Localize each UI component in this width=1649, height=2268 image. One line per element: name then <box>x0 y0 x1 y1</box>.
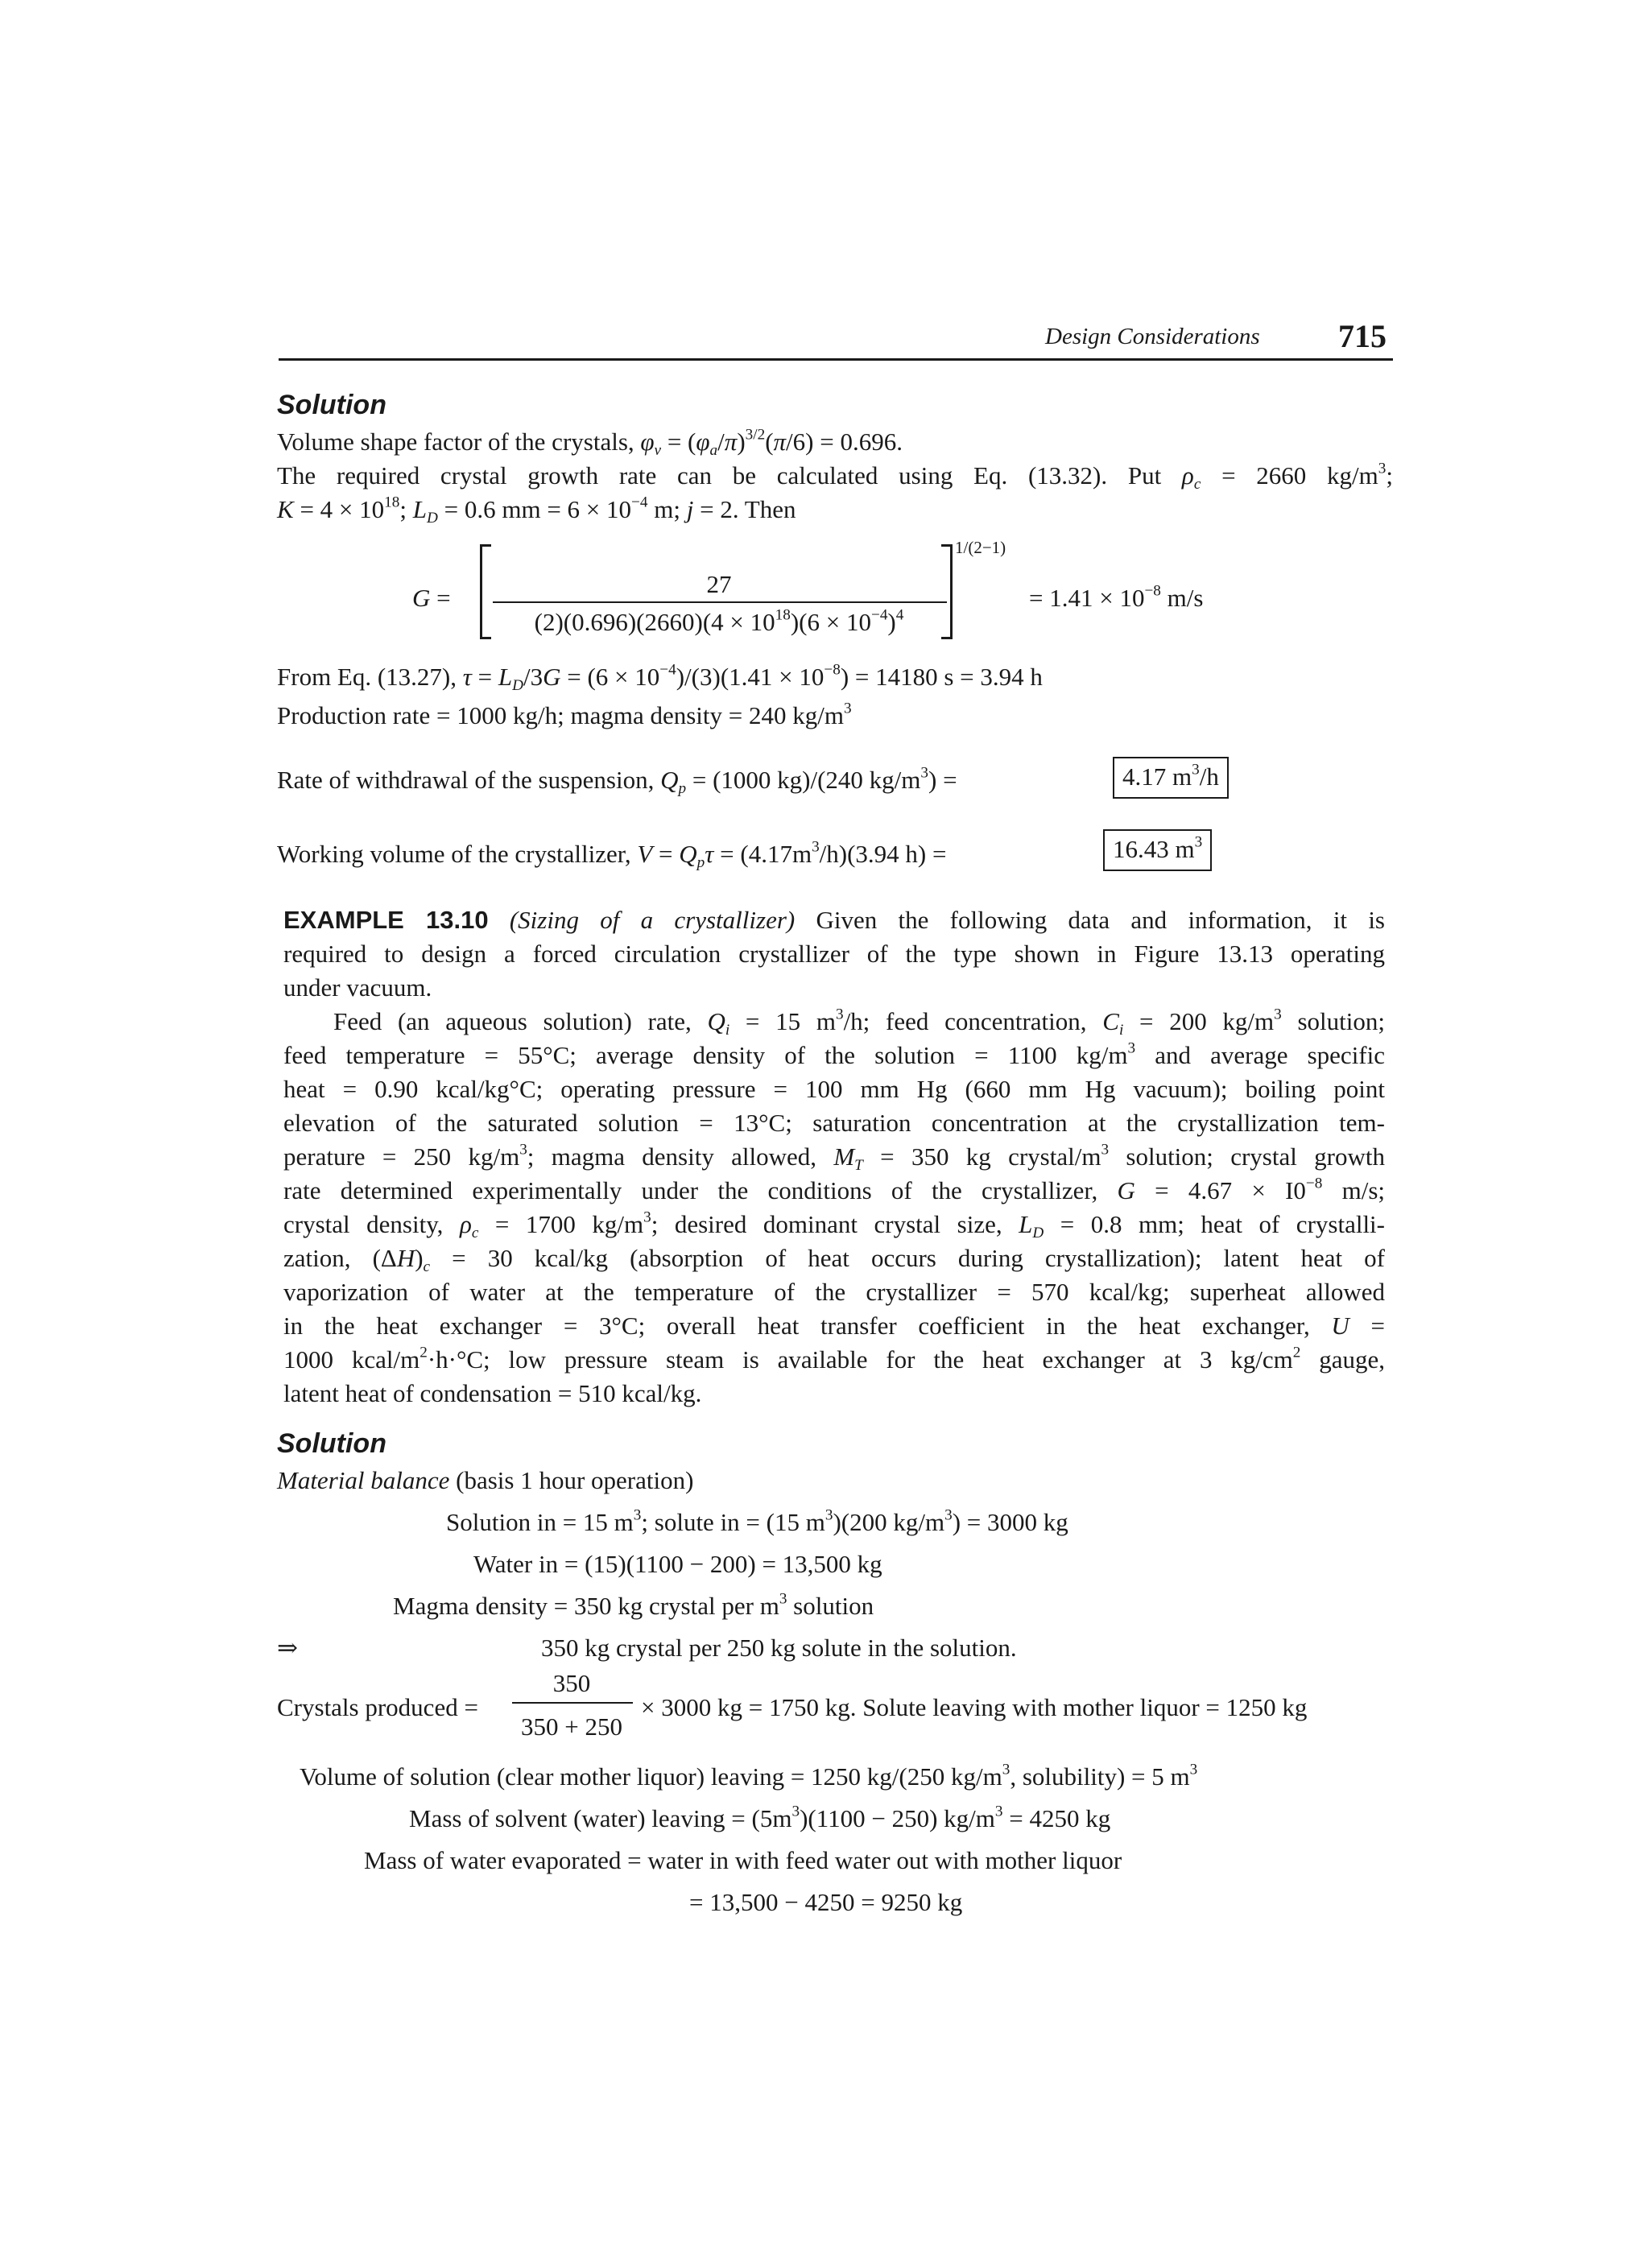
equation-g-exponent: 1/(2−1) <box>955 538 1006 557</box>
residence-time-line: From Eq. (13.27), $\tau = L_D/3G = (6 \times 10^{-4})/(3)(1.41 \times 10^{-8}) = 14180$ s = 3.94 h <box>277 661 1043 694</box>
magma-density-line: Magma density = 350 kg crystal per $m^3$ solution <box>393 1590 874 1620</box>
constants-line: $K = 4 \times 10^{18}$; $L_D = 0.6$ mm = $6 \times 10^{-4}$ m; j = 2. Then <box>277 494 796 527</box>
material-balance-heading: Material balance (basis 1 hour operation) <box>277 1466 694 1494</box>
production-rate-line: Production rate = 1000 kg/h; magma density = 240 $kg/m^3$ <box>277 700 852 729</box>
crystals-fraction-denominator: 350 + 250 <box>521 1712 622 1741</box>
working-volume-line: Working volume of the crystallizer, $V = Q_p\tau = (4.17m^3/h)(3.94$ h) = <box>277 838 947 871</box>
example-data-line: crystal density, $\rho_c = 1700$ $kg/m^3$; desired dominant crystal size, $L_D = 0.8$ mm; heat of crystalli- <box>283 1208 1385 1241</box>
example-data-line: rate determined experimentally under the conditions of the crystallizer, $G = 4.67 \times I0^{-8}$ m/s; <box>283 1175 1386 1204</box>
example-data-line: elevation of the saturated solution = 13°C; saturation concentration at the crystallization tem- <box>283 1109 1385 1137</box>
equation-g-denominator: $(2)(0.696)(2660)(4 \times 10^{18})(6 \times 10^{-4})^4$ <box>534 606 904 636</box>
example-intro-line: required to design a forced circulation crystallizer of the type shown in Figure 13.13 operating <box>283 940 1385 968</box>
equation-g-lhs: G = <box>412 584 451 612</box>
growth-rate-line: The required crystal growth rate can be calculated using Eq. (13.32). Put $\rho_c = 2660$ $kg/m^3$; <box>277 460 1393 493</box>
crystals-produced-lhs: Crystals produced = <box>277 1693 478 1721</box>
example-data-line: in the heat exchanger = 3°C; overall heat transfer coefficient in the heat exchanger, U = <box>283 1312 1385 1340</box>
equation-g-numerator: 27 <box>706 570 732 598</box>
example-data-line: Feed (an aqueous solution) rate, $Q_i = 15$ $m^3/h$; feed concentration, $C_i = 200$ $kg/m^3$ solution; <box>333 1006 1385 1039</box>
page-number: 715 <box>1338 318 1387 354</box>
equation-g-result: = $1.41 \times 10^{-8}$ m/s <box>1029 582 1204 612</box>
running-title: Design Considerations <box>1045 324 1260 349</box>
withdrawal-rate-line: Rate of withdrawal of the suspension, $Q_p = (1000$ kg)/(240 $kg/m^3$) = <box>277 764 957 797</box>
solution-in-line: Solution in = 15 $m^3$; solute in = (15 $m^3)(200$ $kg/m^3) = 3000$ kg <box>446 1506 1068 1536</box>
example-data-line: zation, $(\Delta H)_c = 30$ kcal/kg (absorption of heat occurs during crystallization); latent heat of <box>283 1244 1385 1275</box>
mass-evaporated-line: Mass of water evaporated = water in with feed water out with mother liquor <box>364 1846 1122 1874</box>
solution-heading-2: Solution <box>277 1428 386 1459</box>
mass-solvent-line: Mass of solvent (water) leaving = $(5m^3)(1100 - 250) kg/m^3 = 4250$ kg <box>409 1803 1111 1832</box>
example-data-line: feed temperature = 55°C; average density of the solution = 1100 $kg/m^3$ and average specific <box>283 1039 1385 1069</box>
crystal-per-solute-line: 350 kg crystal per 250 kg solute in the solution. <box>541 1634 1017 1662</box>
example-intro-line: under vacuum. <box>283 973 432 1002</box>
left-bracket <box>480 544 482 639</box>
water-in-line: Water in = (15)(1100 − 200) = 13,500 kg <box>473 1550 882 1578</box>
implies-arrow: ⇒ <box>277 1634 298 1662</box>
example-data-line: perature = 250 $kg/m^3$; magma density allowed, $M_T = 350$ kg crystal/$m^3$ solution; crystal growth <box>283 1141 1385 1174</box>
example-data-line: vaporization of water at the temperature of the crystallizer = 570 kcal/kg; superheat allowed <box>283 1278 1385 1306</box>
solution-heading: Solution <box>277 390 386 420</box>
shape-factor-line: Volume shape factor of the crystals, $\varphi_v = (\varphi_a/\pi)^{3/2}(\pi/6) = 0.696$. <box>277 426 903 459</box>
mass-evaporated-result: = 13,500 − 4250 = 9250 kg <box>689 1888 963 1916</box>
crystals-fraction-numerator: 350 <box>552 1669 591 1697</box>
withdrawal-rate-answer: 4.17 $m^3/h$ <box>1113 757 1229 799</box>
example-data-line: heat = 0.90 kcal/kg°C; operating pressure = 100 mm Hg (660 mm Hg vacuum); boiling point <box>283 1075 1385 1103</box>
volume-solution-line: Volume of solution (clear mother liquor) leaving = 1250 kg/(250 $kg/m^3$, solubility) = 5 $m^3$ <box>300 1761 1198 1791</box>
crystals-fraction-bar <box>512 1702 633 1704</box>
working-volume-answer: 16.43 $m^3$ <box>1103 829 1212 871</box>
header-rule <box>279 358 1393 361</box>
example-heading: EXAMPLE 13.10 (Sizing of a crystallizer) Given the following data and information, it is <box>283 906 1385 934</box>
example-data-line: 1000 kcal/$m^2\cdot h\cdot^\circ C$; low pressure steam is available for the heat exchanger at 3 $kg/cm^2$ gauge, <box>283 1344 1385 1374</box>
fraction-bar <box>493 601 947 603</box>
crystals-produced-rhs: × 3000 kg = 1750 kg. Solute leaving with mother liquor = 1250 kg <box>641 1693 1308 1721</box>
right-bracket <box>950 544 953 639</box>
example-data-line: latent heat of condensation = 510 kcal/kg. <box>283 1379 702 1407</box>
